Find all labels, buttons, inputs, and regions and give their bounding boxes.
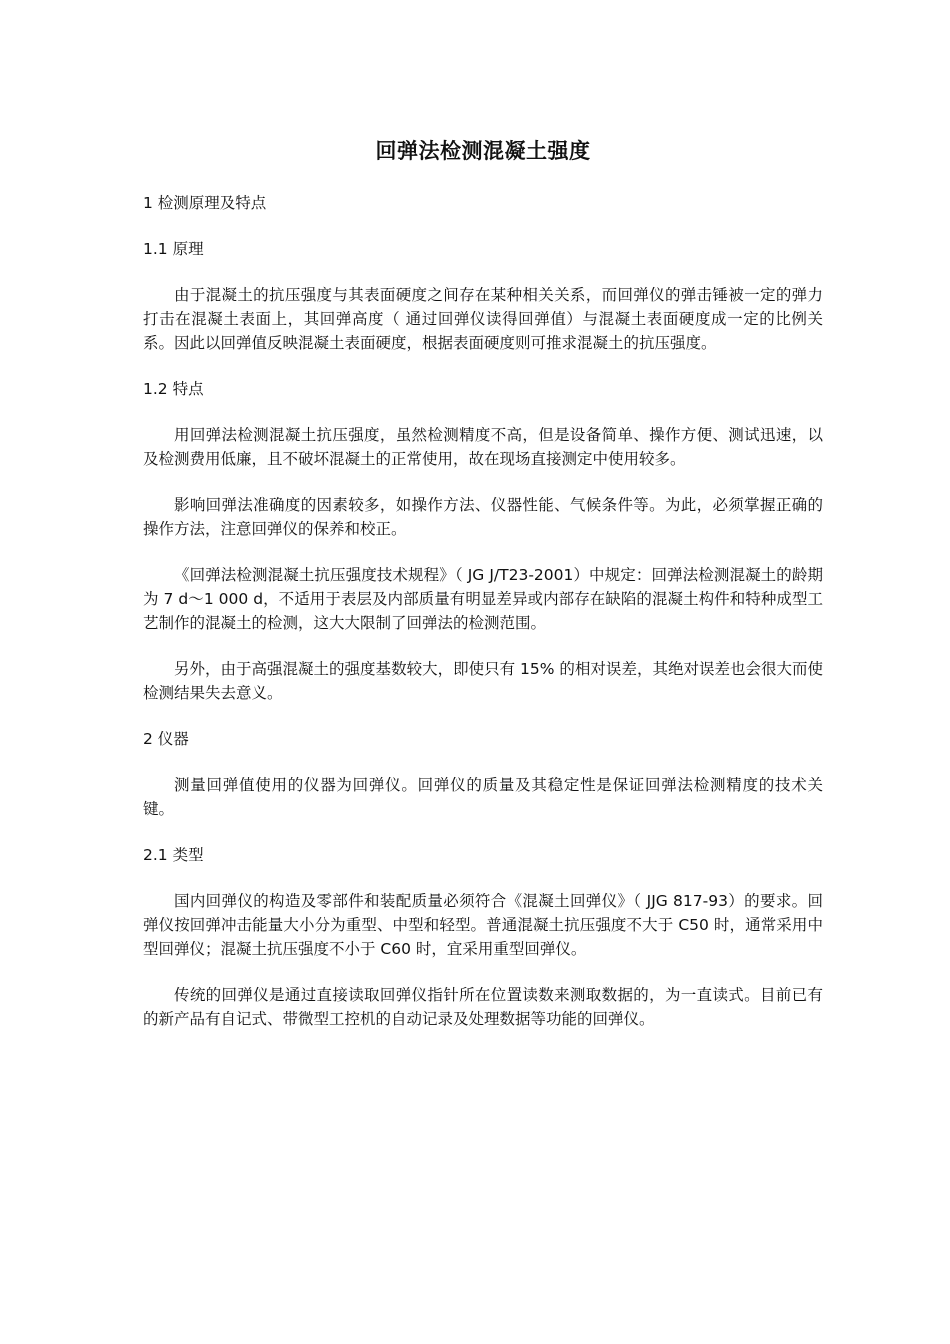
paragraph: 由于混凝土的抗压强度与其表面硬度之间存在某种相关关系，而回弹仪的弹击锤被一定的弹力打击在混凝土表面上，其回弹高度（ 通过回弹仪读得回弹值）与混凝土表面硬度成一定的比例关系。因此以回弹值反映混凝土表面硬度，根据表面硬度则可推求混凝土的抗压强度。	[143, 286, 823, 352]
paragraph: 传统的回弹仪是通过直接读取回弹仪指针所在位置读数来测取数据的，为一直读式。目前已有的新产品有自记式、带微型工控机的自动记录及处理数据等功能的回弹仪。	[143, 986, 823, 1028]
paragraph: 国内回弹仪的构造及零部件和装配质量必须符合《混凝土回弹仪》（ JJG 817-93）的要求。回弹仪按回弹冲击能量大小分为重型、中型和轻型。普通混凝土抗压强度不大于 C50 时，通常采用中型回弹仪；混凝土抗压强度不小于 C60 时，宜采用重型回弹仪。	[143, 892, 823, 958]
section-heading: 1.1 原理	[143, 240, 204, 258]
paragraph: 《回弹法检测混凝土抗压强度技术规程》（ JG J/T23-2001）中规定：回弹法检测混凝土的龄期为 7 d～1 000 d，不适用于表层及内部质量有明显差异或内部存在缺陷的混凝土构件和特种成型工艺制作的混凝土的检测，这大大限制了回弹法的检测范围。	[143, 566, 823, 632]
section-heading: 2 仪器	[143, 730, 189, 748]
document-body	[143, 133, 823, 1053]
document-title: 回弹法检测混凝土强度	[375, 139, 591, 163]
section-heading: 1.2 特点	[143, 380, 204, 398]
section-heading: 1 检测原理及特点	[143, 194, 267, 212]
paragraph: 另外，由于高强混凝土的强度基数较大，即使只有 15% 的相对误差，其绝对误差也会很大而使检测结果失去意义。	[143, 660, 823, 702]
paragraph: 用回弹法检测混凝土抗压强度，虽然检测精度不高，但是设备简单、操作方便、测试迅速，以及检测费用低廉，且不破坏混凝土的正常使用，故在现场直接测定中使用较多。	[143, 426, 823, 468]
paragraph: 影响回弹法准确度的因素较多，如操作方法、仪器性能、气候条件等。为此，必须掌握正确的操作方法，注意回弹仪的保养和校正。	[143, 496, 823, 538]
section-heading: 2.1 类型	[143, 846, 204, 864]
paragraph: 测量回弹值使用的仪器为回弹仪。回弹仪的质量及其稳定性是保证回弹法检测精度的技术关键。	[143, 776, 823, 818]
